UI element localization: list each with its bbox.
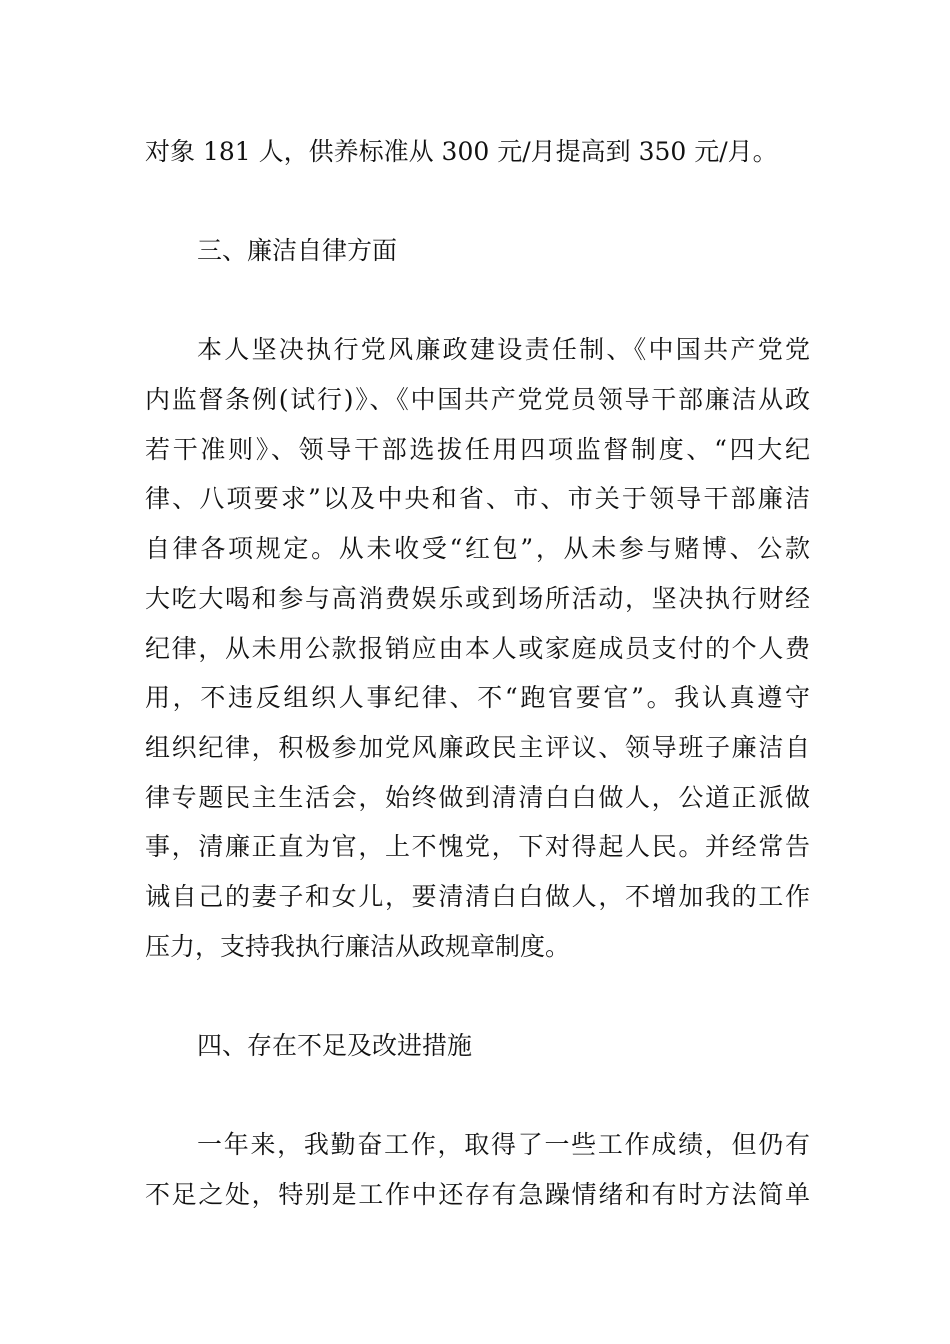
paragraph-line: 本人坚决执行党风廉政建设责任制、《中国共产党党 [197,335,810,364]
paragraph-line: 若干准则》、领导干部选拔任用四项监督制度、“四大纪 [145,435,810,464]
paragraph-line: 压力，支持我执行廉洁从政规章制度。 [145,932,571,961]
paragraph-line: 事，清廉正直为官，上不愧党，下对得起人民。并经常告 [145,832,810,861]
paragraph-line: 用，不违反组织人事纪律、不“跑官要官”。我认真遵守 [145,683,810,712]
paragraph-line: 内监督条例(试行)》、《中国共产党党员领导干部廉洁从政 [145,385,810,414]
section-heading: 四、存在不足及改进措施 [197,1031,473,1060]
paragraph-line: 组织纪律，积极参加党风廉政民主评议、领导班子廉洁自 [145,733,810,762]
paragraph-line: 一年来，我勤奋工作，取得了一些工作成绩，但仍有 [197,1130,810,1159]
paragraph-line: 律、八项要求”以及中央和省、市、市关于领导干部廉洁 [145,484,810,513]
paragraph-line: 诫自己的妻子和女儿，要清清白白做人，不增加我的工作 [145,882,810,911]
paragraph-line: 纪律，从未用公款报销应由本人或家庭成员支付的个人费 [145,634,810,663]
paragraph-line: 大吃大喝和参与高消费娱乐或到场所活动，坚决执行财经 [145,584,810,613]
paragraph-line: 不足之处，特别是工作中还存有急躁情绪和有时方法简单 [145,1180,810,1209]
paragraph-line: 对象 181 人，供养标准从 300 元/月提高到 350 元/月。 [145,137,778,166]
paragraph-line: 自律各项规定。从未收受“红包”，从未参与赌博、公款 [145,534,810,563]
paragraph-line: 律专题民主生活会，始终做到清清白白做人，公道正派做 [145,783,810,812]
section-heading: 三、廉洁自律方面 [197,236,398,265]
